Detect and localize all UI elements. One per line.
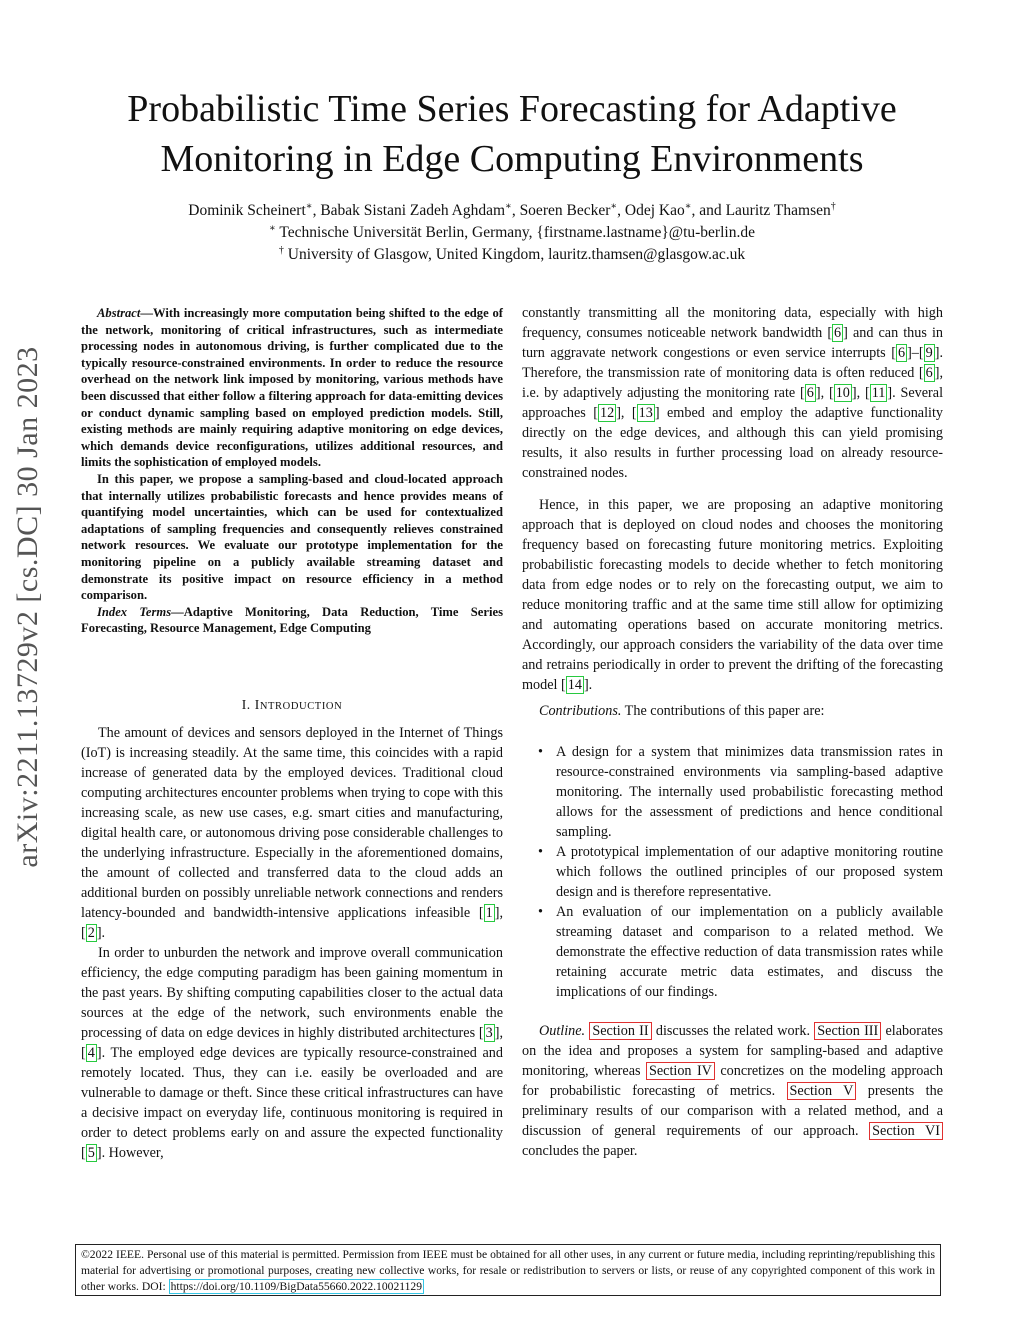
author-sep: , [511, 202, 520, 219]
citation-link[interactable]: 6 [897, 345, 906, 361]
citation-link[interactable]: 3 [485, 1025, 493, 1041]
paragraph-text: embed and employ the adaptive functionality directly on the edge devices, and although this can yield promising results, it also results in further processing load on already resource-constrained nodes. [522, 405, 943, 481]
contributions-list [522, 742, 943, 1002]
intro-paragraph-2: In order to unburden the network and improve overall communication efficiency, the edge computing paradigm has been gaining momentum in the past years. By shifting computing capabilities closer to the actual data sources at the edge of the network, such environments enable the processing of data on edge devices in highly distributed architectures [ 3 ], [ 4 ]. The employed edge devices are typically resource-constrained and remotely located. Thus, they can i.e. easily be overloaded and are vulnerable to damage or theft. Since these critical infrastructures can have a decisive impact on everyday life, continuous monitoring is required in order to detect problems early on and assure the expected functionality [ 5 ]. However, [81, 945, 503, 1161]
list-item-text: A prototypical implementation of our adaptive monitoring routine which follows the outlined principles of our proposed system design and is therefore representative. [556, 844, 943, 900]
right-paragraph-2: Hence, in this paper, we are proposing an adaptive monitoring approach that is deployed on cloud nodes and chooses the monitoring frequency based on forecasting future monitoring metrics. Exploiting probabilistic forecasting models to decide whether to fetch monitoring data from edge nodes or to rely on the forecasting output, we aim to reduce monitoring traffic and at the same time still allow for optimizing and automating operations based on accurate monitoring metrics. Accordingly, our approach considers the variability of the data over time and retrains periodically in order to prevent the drifting of the forecasting model [ 14 ]. [522, 497, 943, 693]
author-mark: † [830, 200, 836, 212]
paragraph-text: presents the preliminary results of our comparison with a related method, and a discussion of general requirements of our approach. [522, 1083, 943, 1139]
author-sep: , [617, 202, 625, 219]
right-paragraph-1: constantly transmitting all the monitoring data, especially with high frequency, consumes noticeable network bandwidth [ 6 ] and can thus in turn aggravate network congestions or even service interrupts [ 6 ]–[ 9 ]. Therefore, the transmission rate of monitoring data is often reduced [ 6 ], i.e. by adaptively adjusting the monitoring rate [ 6 ], [ 10 ], [ 11 ]. Several approaches [ 12 ], [ 13 ] embed and employ the adaptive functionality directly on the edge devices, and although this can yield promising results, it also results in further processing load on already resource-constrained nodes. [522, 305, 944, 481]
affil-mark: † [278, 244, 284, 256]
citation-link[interactable]: 5 [87, 1145, 95, 1161]
section-ref-link[interactable]: Section VI [869, 1122, 943, 1140]
citation-link[interactable]: 6 [834, 325, 842, 341]
paragraph-text: . Several approaches [522, 385, 944, 421]
abstract-label: Abstract [97, 306, 141, 320]
section-ref-link[interactable]: Section V [787, 1082, 857, 1100]
index-terms-label: Index Terms [97, 604, 172, 619]
section-title-initial: I [254, 697, 260, 712]
paper-title [40, 84, 984, 184]
list-item [522, 742, 943, 842]
abstract-paragraph-2: In this paper, we propose a sampling-based and cloud-located approach that internally utilizes probabilistic forecasts and hence provides means of quantifying model uncertainties, which can be used for contextualized adaptations of sampling frequencies and consequently relieves constrained network resources. We evaluate our prototype implementation for the monitoring pipeline on a publicly available streaming dataset and demonstrate its positive impact on resource efficiency in a method comparison. [81, 471, 503, 603]
section-ref-link[interactable]: Section IV [646, 1062, 715, 1080]
paragraph-text: Hence, in this paper, we are proposing an adaptive monitoring approach that is deployed on cloud nodes and chooses the monitoring frequency based on forecasting future monitoring metrics. Exploiting probabilistic forecasting models to decide whether to fetch monitoring data from edge nodes or to rely on the forecasting output, we aim to reduce monitoring traffic and at the same time still allow for optimizing and automating operations based on accurate monitoring metrics. Accordingly, our approach considers the variability of the data over time and retrains periodically in order to prevent the drifting of the forecasting model [522, 497, 943, 693]
author-name: Dominik Scheinert [188, 202, 306, 219]
index-terms-text: —Adaptive Monitoring, Data Reduction, Time Series Forecasting, Resource Management, Edge Computing [81, 604, 503, 636]
affil-mark: ∗ [269, 222, 276, 234]
author-mark: ∗ [505, 200, 512, 212]
author-sep: , [312, 202, 321, 219]
citation-link[interactable]: 9 [925, 345, 933, 361]
affiliation-1 [40, 222, 984, 244]
affil-text: University of Glasgow, United Kingdom, lauritz.thamsen@glasgow.ac.uk [283, 246, 746, 263]
paragraph-text: In order to unburden the network and improve overall communication efficiency, the edge computing paradigm has been gaining momentum in the past years. By shifting computing capabilities closer to the actual data sources at the edge of the network, such environments enable the processing of data on edge devices in highly distributed architectures [81, 945, 503, 1041]
abstract-text: —With increasingly more computation being shifted to the edge of the network, monitoring of critical infrastructures, such as intermediate processing nodes in autonomous driving, is further complicated due to the typically resource-constrained environments. In order to reduce the resource overhead on the network link imposed by monitoring, various methods have been discussed that either follow a filtering approach for data-emitting devices or conduct dynamic sampling based on employed prediction models. Still, existing methods are mainly requiring adaptive monitoring on edge devices, which demands device reconfigurations, utilizes additional resources, and limits the sophistication of employed models. [81, 306, 503, 470]
citation-link[interactable]: 6 [806, 385, 814, 401]
bullet-icon: • [538, 844, 543, 860]
abstract-paragraph-1 [81, 305, 503, 471]
author-list [40, 200, 984, 222]
section-ref-link[interactable]: Section II [589, 1022, 651, 1040]
paragraph-text: , i.e. by adaptively adjusting the monitoring rate [522, 365, 943, 401]
author-mark: ∗ [610, 200, 618, 212]
paragraph-text: concretizes on the modeling approach for probabilistic forecasting of metrics. [522, 1063, 944, 1099]
section-title-rest: NTRODUCTION [259, 701, 343, 712]
paragraph-text: . The employed edge devices are typically resource-constrained and remotely located. Thus, they can i.e. easily be overloaded and are vulnerable to damage or theft. Since these critical infrastructures can have a decisive impact on everyday life, continuous monitoring is required in order to detect problems early on and assure the expected functionality [81, 1045, 503, 1141]
list-item [522, 842, 943, 902]
bullet-icon: • [538, 744, 543, 760]
affil-text: Technische Universität Berlin, Germany, {firstname.lastname}@tu-berlin.de [275, 224, 755, 241]
citation-link[interactable]: 14 [567, 677, 582, 693]
paragraph-text: concludes the paper. [522, 1143, 638, 1159]
affiliation-2 [40, 244, 984, 266]
citation-link[interactable]: 10 [835, 385, 850, 401]
section-number: I. [241, 697, 255, 712]
doi-link[interactable]: https://doi.org/10.1109/BigData55660.2022.10021129 [170, 1280, 423, 1294]
list-item-text: An evaluation of our implementation on a publicly available streaming dataset and comparison to a related method. We demonstrate the effective reduction of data transmission rates while retaining accurate metric data estimates, and discuss the implications of our findings. [556, 904, 943, 1000]
title-line-2: Monitoring in Edge Computing Environments [160, 138, 864, 180]
arxiv-identifier: arXiv:2211.13729v2 [cs.DC] 30 Jan 2023 [11, 346, 44, 868]
paragraph-text: constantly transmitting all the monitoring data, especially with high frequency, consumes noticeable network bandwidth [522, 305, 943, 341]
index-terms [81, 604, 503, 637]
contributions-label: Contributions. [539, 703, 622, 719]
outline-paragraph [522, 1021, 943, 1161]
author-name: Babak Sistani Zadeh Aghdam [320, 202, 506, 219]
contributions-intro [522, 701, 943, 721]
paragraph-text: elaborates on the idea and proposes a system for sampling-based and adaptive monitoring, whereas [522, 1023, 943, 1079]
abstract [81, 305, 503, 637]
intro-paragraph-1: The amount of devices and sensors deployed in the Internet of Things (IoT) is increasing steadily. At the same time, this coincides with a rapid increase of generated data by the employed devices. Traditional cloud computing architectures encounter problems when trying to cope with this increasing scale, as new use cases, e.g. smart cities and manufacturing, digital health care, or autonomous driving pose considerable challenges to the underlying infrastructure. Especially in the aforementioned domains, the amount of collected and transferred data to the cloud adds an additional burden on possibly unreliable network connections and renders latency-bounded and bandwidth-intensive applications infeasible [ 1 ], [ 2 ]. [81, 725, 503, 941]
citation-link[interactable]: 4 [87, 1045, 95, 1061]
citation-link[interactable]: 6 [925, 365, 933, 381]
author-name: Lauritz Thamsen [725, 202, 831, 219]
copyright-text: ©2022 IEEE. Personal use of this material is permitted. Permission from IEEE must be obtained for all other uses, in any current or future media, including reprinting/republishing this material for advertising or promotional purposes, creating new collective works, for resale or redistribution to servers or lists, or reuse of any copyrighted component of this work in other works. DOI: [81, 1248, 935, 1294]
introduction-left-column [81, 723, 503, 1163]
outline-label: Outline. [539, 1023, 586, 1039]
citation-link[interactable]: 2 [87, 925, 95, 941]
author-sep: , and [691, 202, 726, 219]
paragraph-text: . However, [101, 1145, 164, 1161]
section-ref-link[interactable]: Section III [814, 1022, 881, 1040]
paragraph-text: The contributions of this paper are: [621, 703, 825, 719]
author-block [40, 200, 984, 266]
author-name: Odej Kao [624, 202, 685, 219]
citation-link[interactable]: 11 [871, 385, 886, 401]
list-item [522, 902, 943, 1002]
paragraph-text: The amount of devices and sensors deployed in the Internet of Things (IoT) is increasing steadily. At the same time, this coincides with a rapid increase of generated data by the employed devices. Traditional cloud computing architectures encounter problems when trying to cope with this increasing scale, as new use cases, e.g. smart cities and manufacturing, digital health care, or autonomous driving pose considerable challenges to the underlying infrastructure. Especially in the aforementioned domains, the amount of collected and transferred data to the cloud adds an additional burden on possibly unreliable network connections and renders latency-bounded and bandwidth-intensive applications infeasible [81, 725, 503, 921]
paragraph-text: . Therefore, the transmission rate of monitoring data is often reduced [522, 345, 943, 381]
copyright-notice [75, 1244, 941, 1296]
citation-link[interactable]: 13 [638, 405, 653, 421]
paragraph-text: and can thus in turn aggravate network congestions or even service interrupts [522, 325, 943, 361]
author-mark: ∗ [305, 200, 313, 212]
author-name: Soeren Becker [519, 202, 611, 219]
section-heading-introduction [81, 697, 503, 713]
list-item-text: A design for a system that minimizes data transmission rates in resource-constrained environments via sampling-based adaptive monitoring. The internally used probabilistic forecasting method allows for the assessment of predictions and hence conditional sampling. [556, 744, 943, 840]
title-line-1: Probabilistic Time Series Forecasting for Adaptive [127, 88, 897, 130]
citation-link[interactable]: 1 [485, 905, 493, 921]
bullet-icon: • [538, 904, 543, 920]
paragraph-text: discusses the related work. [651, 1023, 815, 1039]
introduction-right-column [522, 303, 943, 1161]
citation-link[interactable]: 12 [600, 405, 615, 421]
author-mark: ∗ [684, 200, 692, 212]
